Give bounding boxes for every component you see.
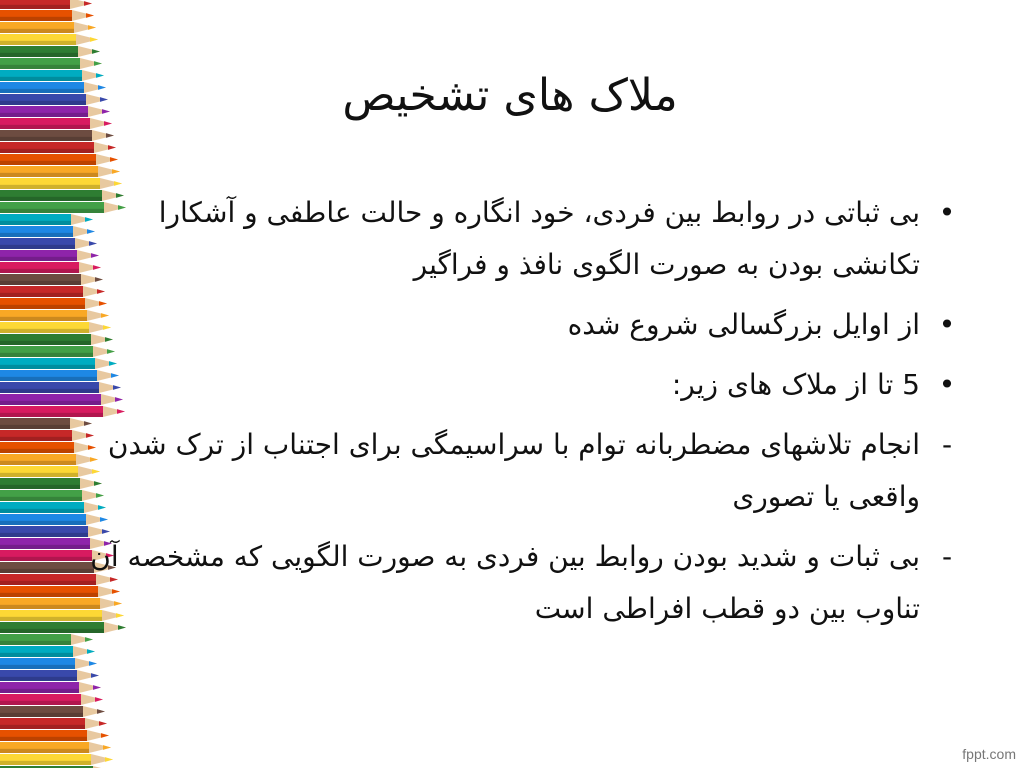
dash-text: بی ثبات و شدید بودن روابط بین فردی به صورت الگویی که مشخصه آن تناوب بین دو قطب افراطی است [90, 540, 920, 625]
bullet-text: بی ثباتی در روابط بین فردی، خود انگاره و حالت عاطفی و آشکارا تکانشی بودن به صورت الگوی نافذ و فراگیر [158, 196, 920, 281]
pencil-icon [0, 706, 105, 717]
pencil-icon [0, 118, 112, 129]
pencil-icon [0, 0, 92, 9]
dash-marker: - [941, 428, 953, 461]
pencil-icon [0, 742, 111, 753]
dash-text: انجام تلاشهای مضطربانه توام با سراسیمگی برای اجتناب از ترک شدن واقعی یا تصوری [107, 428, 920, 513]
pencil-icon [0, 22, 96, 33]
pencil-icon [0, 34, 98, 45]
bullet-marker: • [938, 196, 956, 229]
pencil-icon [0, 682, 101, 693]
bullet-marker: • [938, 308, 956, 341]
bullet-text: 5 تا از ملاک های زیر: [671, 368, 920, 401]
slide-body [80, 187, 964, 643]
watermark: fppt.com [962, 746, 1016, 762]
pencil-icon [0, 70, 104, 81]
pencil-icon [0, 94, 108, 105]
bullet-item [80, 359, 964, 411]
dash-item [80, 531, 964, 635]
pencil-icon [0, 718, 107, 729]
dash-item [80, 419, 964, 523]
pencil-icon [0, 106, 110, 117]
pencil-icon [0, 58, 102, 69]
bullet-item [80, 187, 964, 291]
pencil-icon [0, 646, 95, 657]
pencil-icon [0, 694, 103, 705]
pencil-icon [0, 670, 99, 681]
bullet-marker: • [938, 368, 956, 401]
pencil-icon [0, 10, 94, 21]
pencil-icon [0, 46, 100, 57]
pencil-icon [0, 154, 118, 165]
pencil-icon [0, 82, 106, 93]
pencil-icon [0, 166, 120, 177]
bullet-item [80, 299, 964, 351]
pencil-icon [0, 418, 92, 429]
slide-title: ملاک های تشخیص [342, 70, 678, 121]
pencil-icon [0, 142, 116, 153]
pencil-icon [0, 754, 113, 765]
dash-marker: - [941, 540, 953, 573]
pencil-icon [0, 130, 114, 141]
pencil-icon [0, 730, 109, 741]
pencil-icon [0, 658, 97, 669]
bullet-text: از اوایل بزرگسالی شروع شده [567, 308, 920, 341]
